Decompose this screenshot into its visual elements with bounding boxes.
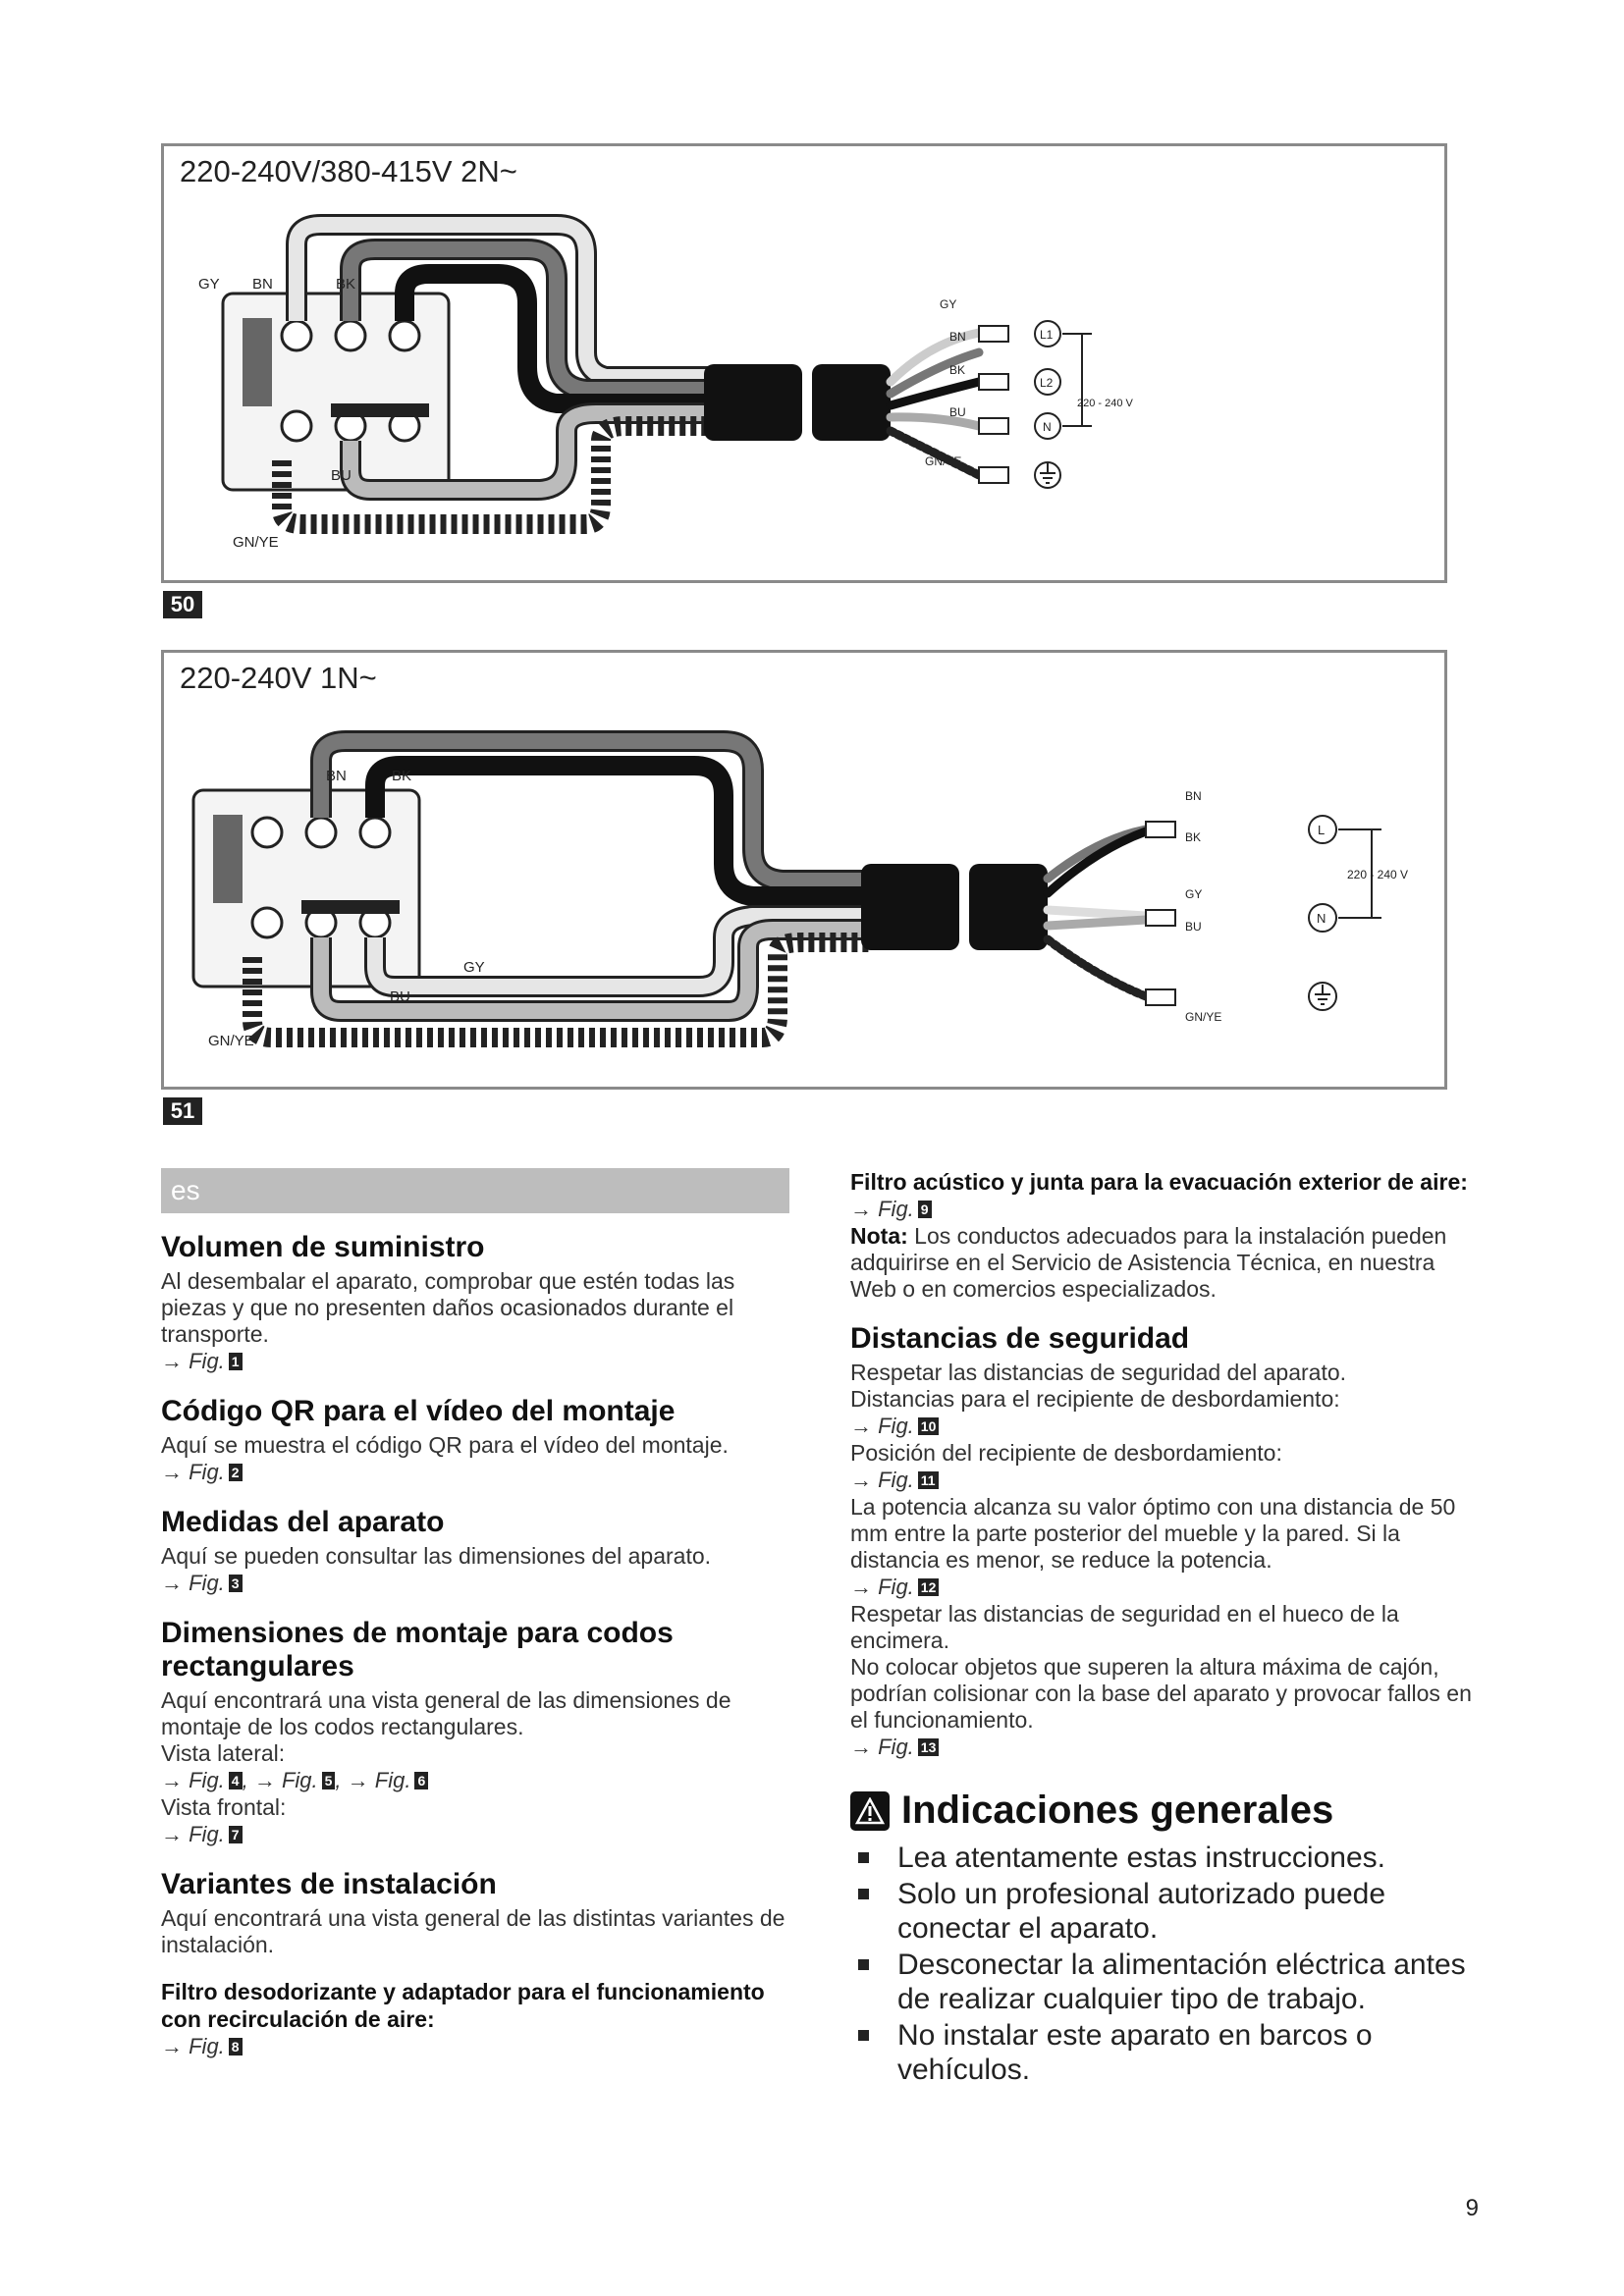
fig-ref: → Fig. 10 (850, 1413, 1479, 1440)
label-bu: BU (390, 988, 410, 1005)
cable-sheath-right (969, 864, 1048, 950)
end-label-bn: BN (949, 330, 966, 344)
figure-51-number: 51 (163, 1097, 202, 1125)
voltage-bracket (1062, 334, 1092, 426)
heading-distancias: Distancias de seguridad (850, 1322, 1190, 1355)
label-gnye: GN/YE (208, 1033, 254, 1049)
fig-ref: → Fig. 8 (161, 2033, 789, 2060)
text-vista-frontal: Vista frontal: (161, 1794, 287, 1820)
fig-number-badge: 3 (229, 1575, 243, 1592)
section-distancias (850, 1322, 1479, 1761)
list-item: No instalar este aparato en barcos o vehículos. (850, 2018, 1479, 2087)
section-volumen (161, 1231, 789, 1375)
list-item: Desconectar la alimentación eléctrica antes de realizar cualquier tipo de trabajo. (850, 1948, 1479, 2016)
end-label-bk: BK (949, 363, 966, 377)
label-bu: BU (331, 467, 352, 484)
text-distancias-2: Distancias para el recipiente de desbordamiento: (850, 1386, 1340, 1412)
section-filtro-acustico (850, 1168, 1479, 1303)
text-variantes: Aquí encontrará una vista general de las distintas variantes de instalación. (161, 1905, 785, 1957)
fig-ref: → Fig. 1 (161, 1348, 789, 1375)
fig-ref: → Fig. 13 (850, 1734, 1479, 1761)
heading-dimensiones: Dimensiones de montaje para codos rectangulares (161, 1617, 674, 1682)
text-distancias-3: Posición del recipiente de desbordamiento: (850, 1440, 1282, 1466)
fig-ref: → Fig. 7 (161, 1821, 789, 1848)
label-bn: BN (326, 768, 347, 784)
section-variantes (161, 1868, 789, 1958)
end-label-bk: BK (1185, 830, 1202, 844)
terminal-symbols (1035, 321, 1060, 488)
symbol-n: N (1317, 911, 1326, 926)
label-bk: BK (336, 276, 356, 293)
fig-ref: → Fig. 2 (161, 1459, 789, 1486)
fig-ref: → Fig. 3 (161, 1570, 789, 1597)
fig-number-badge: 2 (229, 1464, 243, 1481)
text-qr: Aquí se muestra el código QR para el vídeo del montaje. (161, 1432, 729, 1458)
general-list (850, 1841, 1479, 2087)
end-label-bu: BU (949, 405, 966, 419)
language-tag: es (161, 1168, 789, 1213)
ferrules (1146, 822, 1175, 1005)
fig-ref: → Fig. 12 (850, 1574, 1479, 1601)
voltage-label: 220 - 240 V (1077, 398, 1133, 409)
wiring-diagram-2n (164, 146, 1444, 580)
text-vista-lateral: Vista lateral: (161, 1740, 286, 1766)
fig-ref-multi: → Fig. 4 , → Fig. 5 , → Fig. 6 (161, 1767, 789, 1794)
cable-ends (1048, 829, 1146, 996)
figure-50-title: 220-240V/380-415V 2N~ (180, 154, 517, 188)
bridge (301, 900, 400, 914)
fig-number-badge: 1 (229, 1353, 243, 1370)
fig-ref: → Fig. 9 (850, 1196, 1479, 1223)
text-volumen: Al desembalar el aparato, comprobar que estén todas las piezas y que no presenten daños ocasionados durante el transporte. (161, 1268, 735, 1347)
text-distancias-6: No colocar objetos que superen la altura máxima de cajón, podrían colisionar con la base del aparato y provocar fallos en el funcionamiento. (850, 1654, 1472, 1733)
heading-indicaciones: Indicaciones generales (901, 1789, 1334, 1832)
heading-filtro-desodorizante: Filtro desodorizante y adaptador para el funcionamiento con recirculación de aire: (161, 1979, 765, 2032)
voltage-label: 220 - 240 V (1347, 868, 1409, 881)
label-gy: GY (198, 276, 220, 293)
end-label-bn: BN (1185, 789, 1202, 803)
text-distancias-5: Respetar las distancias de seguridad en el hueco de la encimera. (850, 1601, 1399, 1653)
figure-51-wiring-diagram (161, 650, 1447, 1090)
section-filtro-desodorizante (161, 1978, 789, 2060)
end-label-gy: GY (1185, 887, 1203, 901)
symbol-n: N (1043, 420, 1052, 434)
list-item: Lea atentamente estas instrucciones. (850, 1841, 1479, 1875)
cable-sheath-right (812, 364, 891, 441)
section-dimensiones (161, 1617, 789, 1848)
section-qr (161, 1395, 789, 1486)
figure-51-title: 220-240V 1N~ (180, 661, 377, 695)
section-indicaciones-generales (850, 1789, 1479, 1833)
label-bn: BN (252, 276, 273, 293)
left-column (161, 1168, 789, 2080)
text-nota: Nota: Los conductos adecuados para la instalación pueden adquirirse en el Servicio de Asistencia Técnica, en nuestra Web o en comercios especializados. (850, 1223, 1447, 1302)
figure-50-wiring-diagram (161, 143, 1447, 583)
ferrules (979, 326, 1008, 483)
section-medidas (161, 1506, 789, 1597)
text-distancias-1: Respetar las distancias de seguridad del aparato. (850, 1360, 1347, 1385)
wiring-diagram-1n (164, 653, 1444, 1087)
end-label-gnye: GN/YE (1185, 1010, 1222, 1024)
page-number: 9 (1465, 2195, 1479, 2221)
end-label-bu: BU (1185, 920, 1202, 934)
cable-sheath-left (861, 864, 959, 950)
heading-filtro-acustico: Filtro acústico y junta para la evacuación exterior de aire: (850, 1169, 1468, 1195)
text-distancias-4: La potencia alcanza su valor óptimo con una distancia de 50 mm entre la parte posterior del mueble y la pared. Si la distancia es menor, se reduce la potencia. (850, 1494, 1456, 1573)
label-bk: BK (392, 768, 412, 784)
fig-ref: → Fig. 11 (850, 1467, 1479, 1494)
right-column (850, 1168, 1479, 2089)
symbol-l1: L1 (1040, 328, 1054, 342)
heading-volumen: Volumen de suministro (161, 1231, 485, 1263)
end-label-gy: GY (940, 297, 957, 311)
text-dimensiones: Aquí encontrará una vista general de las dimensiones de montaje de los codos rectangulares. (161, 1687, 731, 1739)
figure-50-number: 50 (163, 591, 202, 618)
symbol-l2: L2 (1040, 376, 1054, 390)
heading-variantes: Variantes de instalación (161, 1868, 497, 1900)
label-gnye: GN/YE (233, 534, 279, 551)
symbol-l: L (1318, 823, 1326, 837)
warning-icon (850, 1791, 890, 1831)
heading-qr: Código QR para el vídeo del montaje (161, 1395, 676, 1427)
list-item: Solo un profesional autorizado puede conectar el aparato. (850, 1877, 1479, 1946)
end-label-gnye: GN/YE (925, 454, 962, 468)
text-medidas: Aquí se pueden consultar las dimensiones del aparato. (161, 1543, 712, 1569)
label-gy: GY (463, 959, 485, 976)
heading-medidas: Medidas del aparato (161, 1506, 445, 1538)
bridge (331, 403, 429, 417)
terminal-clip (213, 815, 243, 903)
cable-sheath-left (704, 364, 802, 441)
terminal-clip (243, 318, 272, 406)
